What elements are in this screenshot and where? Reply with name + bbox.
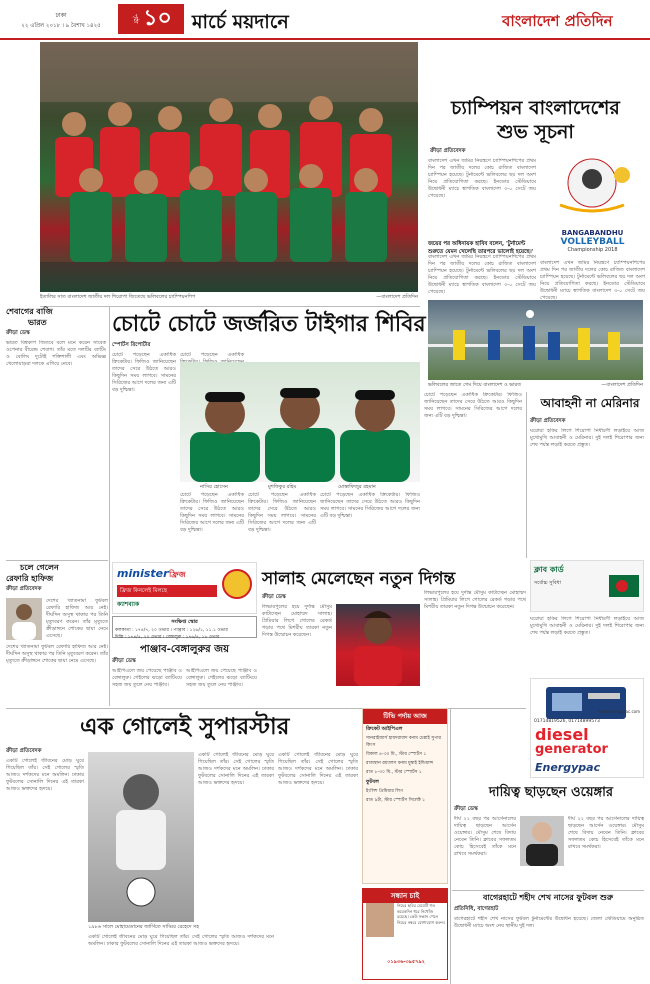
volleyball-photo-credit: —বাংলাদেশ প্রতিদিন [376, 294, 418, 300]
ad-phone: 01714819526, 01714899573 [534, 719, 600, 724]
refree-byline: ক্রীড়া প্রতিবেদক [6, 586, 42, 592]
energypac-logo: Energypac [535, 761, 601, 774]
logo-championship-text: Championship 2018 [567, 247, 618, 253]
refree-portrait [6, 598, 42, 640]
salah-byline: ক্রীড়া ডেস্ক [262, 594, 286, 600]
divider [6, 708, 526, 709]
match-photo-credit: —বাংলাদেশ প্রতিদিন [601, 382, 643, 388]
hockey-headline: আবাহনী না মেরিনার [540, 396, 640, 410]
goal-body-col4: একটি গোলেই জীবনের মোড় ঘুরে গিয়েছিল তাঁর। সেই গোলের স্মৃতি আজও দর্শকদের মনে অমলিন। ঢাকার ফুটবলের সোনালি দিনের এই তারকা আজও ভক্তদের হৃদয়ে। [278, 752, 358, 786]
tv-item: ইংলিশ প্রিমিয়ার লিগ [366, 789, 403, 794]
hockey-body: ঘরোয়া হকির লিগে শিরোপা নির্ধারণী লড়াইয়ে আজ মুখোমুখি আবাহনী ও মেরিনার। দুই দলই শিরোপার জন্য শেষ পর্যন্ত লড়াই করতে প্রস্তুত। [530, 428, 644, 448]
minister-tagline: ফ্রিজ কিনলেই মিলছে [117, 585, 217, 597]
bharot-headline [6, 306, 106, 328]
tiger-body-col5: চোটে পড়েছেন একাধিক ক্রিকেটার। ফিজিও জানিয়েছেন তাদের সেরে উঠতে আরও কিছুদিন সময় লাগবে। সামনের সিরিজের আগে দলের জন্য এটি বড় দুশ্চিন্তা। [320, 492, 420, 519]
volleyball-match-photo [428, 300, 643, 380]
goal-photo-caption: ১৯৮৬ সালে মোহামেডানের জার্সিতে সাব্বির রেহেদে সহ [88, 924, 199, 930]
story1-body-col1: বাংলাদেশ এখন জমির নিয়ন্ত্রণে চ্যাম্পিয়নশিপের প্রথম দিন পর জাতীয় দলের কোচ রাজিত বাংলাদেশ চ্যাম্পিয়ন হয়েছে। টুর্নামেন্টে ভলিবলের ছয় দল অংশ নিয়ে প্রতিযোগিতা করছে। ইনডোর স্টেডিয়ামে উদ্বোধনী ম্যাচে স্বাগতিক বাংলাদেশ ৩-০ সেটে জয় পেয়েছে। [428, 158, 536, 199]
dateline-label: ঢাকা [55, 12, 67, 19]
bangladesh-flag-icon [609, 575, 639, 597]
divider [109, 306, 110, 706]
volleyball-team-photo [40, 42, 418, 292]
tiger-caption-1: নাসির হোসেন [200, 484, 228, 490]
salah-photo-svg [336, 604, 420, 686]
logo-volleyball-text: VOLLEYBALL [560, 237, 625, 247]
logo-bangabandhu-text: BANGABANDHU [561, 229, 624, 237]
refree-title-line1: চলে গেলেন [20, 563, 59, 572]
tv-title: টিভি পর্দায় আজ [363, 709, 447, 724]
club-card-ad[interactable] [530, 560, 644, 612]
generator-icon [532, 681, 644, 723]
tiger-players-photo [180, 362, 420, 482]
wenger-photo-svg [520, 816, 564, 866]
tiger-body-col6: চোটে পড়েছেন একাধিক ক্রিকেটার। ফিজিও জানিয়েছেন তাদের সেরে উঠতে আরও কিছুদিন সময় লাগবে। সামনের সিরিজের আগে দলের জন্য এটি বড় দুশ্চিন্তা। [424, 392, 522, 419]
tiger-body-col2: চোটে পড়েছেন একাধিক [180, 352, 244, 358]
story1-byline: ক্রীড়া প্রতিবেদক [430, 148, 466, 154]
bharot-title-line2: ভারত [28, 318, 47, 327]
divider [526, 392, 527, 558]
bangabandhu-volleyball-logo [540, 155, 645, 255]
football-headline: বাগেরহাটে শহীদ শেখ নাসের ফুটবল শুরু [483, 893, 613, 902]
masthead-bar [0, 0, 650, 40]
football-byline: প্রতিনিধি, বাগেরহাট [454, 906, 499, 912]
refree-title-line2: রেফারি হাফিজ [6, 574, 54, 583]
missing-phone: ০১৯৩৬-৩৯৫৭৯২ [387, 959, 425, 965]
minister-ad-banner[interactable] [112, 562, 257, 614]
team-photo-svg [40, 42, 418, 292]
wenger-headline: দায়িত্ব ছাড়ছেন ওয়েঙ্গার [488, 785, 614, 800]
diesel-text: diesel [535, 725, 589, 744]
page-number-badge [118, 4, 184, 34]
punjab-byline: ক্রীড়া ডেস্ক [112, 658, 136, 664]
bharot-byline: ক্রীড়া ডেস্ক [6, 330, 30, 336]
tiger-body-col3: চোটে পড়েছেন একাধিক ক্রিকেটার। ফিজিও জানিয়েছেন তাদের সেরে উঠতে আরও কিছুদিন সময় লাগবে। সামনের সিরিজের আগে দলের জন্য এটি বড় দুশ্চিন্তা। [180, 492, 244, 533]
salah-headline: সালাহ মেলেছেন নতুন দিগন্ত [262, 569, 456, 589]
missing-body: নিচের ছবির মেয়েটি গত কয়েকদিন ধরে নিখোঁজ রয়েছে। কেউ সন্ধান পেলে নিচের নম্বরে যোগাযোগ করুন। [397, 903, 446, 925]
story1-headline [428, 96, 643, 144]
story1-title-line2: শুভ সূচনা [497, 121, 574, 143]
wenger-body-col2: দীর্ঘ ২২ বছর পর আর্সেনালের দায়িত্ব ছাড়ছেন আর্সেন ওয়েঙ্গার। মৌসুম শেষে বিদায় নেবেন তিনি। ক্লাবের সফলতম কোচ হিসেবেই তাঁকে মনে রাখবে সমর্থকরা। [568, 816, 644, 850]
football-headline-bar [452, 890, 644, 904]
dateline [6, 10, 116, 31]
goal-body-col1: একটি গোলেই জীবনের মোড় ঘুরে গিয়েছিল তাঁর। সেই গোলের স্মৃতি আজও দর্শকদের মনে অমলিন। ঢাকার ফুটবলের সোনালি দিনের এই তারকা আজও ভক্তদের হৃদয়ে। [6, 758, 84, 792]
page-word: পৃষ্ঠা [132, 14, 140, 24]
tv-item: ফুটবল [366, 779, 379, 785]
bharot-body: ভারত বিশ্বকাপ জিতবে বলে মনে করেন সাবেক ওপেনার বীরেন্দ্র শেবাগ। তাঁর মতে দলটির ব্যাটিং ও বোলিং দুটোই শক্তিশালী এবং অভিজ্ঞ খেলোয়াড়রা দলকে এগিয়ে নেবে। [6, 340, 106, 367]
story1-body-col2: বাংলাদেশ এখন জমির নিয়ন্ত্রণে চ্যাম্পিয়নশিপের প্রথম দিন পর জাতীয় দলের কোচ রাজিত বাংলাদেশ চ্যাম্পিয়ন হয়েছে। টুর্নামেন্টে ভলিবলের ছয় দল অংশ নিয়ে প্রতিযোগিতা করছে। ইনডোর স্টেডিয়ামে উদ্বোধনী ম্যাচে স্বাগতিক বাংলাদেশ ৩-০ সেটে জয় পেয়েছে। [428, 254, 536, 295]
tv-item: রাজস্থান রয়্যালস বনাম মুম্বাই ইন্ডিয়ান্স [366, 761, 434, 766]
tiger-caption-2: মুশফিকুর রহিম [268, 484, 297, 490]
football-body: বাগেরহাটে শহীদ শেখ নাসের ফুটবল টুর্নামেন্টের উদ্বোধন হয়েছে। জেলা স্টেডিয়ামে অনুষ্ঠিত উদ্বোধনী ম্যাচে অংশ নেয় স্থানীয় দুই দল। [454, 916, 644, 929]
minister-product: ফ্রিজ [169, 570, 186, 579]
volleyball-photo-caption: ইতালির সাত বাংলাদেশ জাতীয় দল শিরোপা জিতেছে ভলিবলের চ্যাম্পিয়নশিপ [40, 294, 196, 300]
missing-photo [366, 903, 394, 937]
story1-body-col3: বাংলাদেশ এখন জমির নিয়ন্ত্রণে চ্যাম্পিয়নশিপের প্রথম দিন পর জাতীয় দলের কোচ রাজিত বাংলাদেশ চ্যাম্পিয়ন হয়েছে। টুর্নামেন্টে ভলিবলের ছয় দল অংশ নিয়ে প্রতিযোগিতা করছে। ইনডোর স্টেডিয়ামে উদ্বোধনী ম্যাচে স্বাগতিক বাংলাদেশ ৩-০ সেটে জয় পেয়েছে। [540, 260, 645, 300]
club-card-title: ক্লাব কার্ড [534, 565, 564, 574]
portrait-icon [6, 598, 42, 640]
goal-byline: ক্রীড়া প্রতিবেদক [6, 748, 42, 754]
page-number: ১০ [143, 5, 172, 31]
refree-body-cont: দেশের খ্যাতনামা ফুটবল রেফারি হাফিজ আর নেই। দীর্ঘদিন অসুস্থ থাকার পর তিনি মৃত্যুবরণ করেন। তাঁর মৃত্যুতে ক্রীড়াঙ্গনে শোকের ছায়া নেমে এসেছে। [6, 644, 108, 664]
salah-body-col2: লিভারপুলের হয়ে দুর্দান্ত মৌসুম কাটাচ্ছেন মোহাম্মদ সালাহ। প্রিমিয়ার লিগে গোলের রেকর্ড গড়ার পথে মিশরীয় তারকা নতুন দিগন্ত উন্মোচন করেছেন। [424, 590, 526, 610]
ad-web: www.energypac.com [598, 709, 640, 714]
tiger-body-col4: চোটে পড়েছেন একাধিক ক্রিকেটার। ফিজিও জানিয়েছেন তাদের সেরে উঠতে আরও কিছুদিন সময় লাগবে। সামনের সিরিজের আগে দলের জন্য এটি বড় দুশ্চিন্তা। [248, 492, 316, 533]
scoreboard-title: সংক্ষিপ্ত স্কোর [171, 619, 198, 625]
goal-body-col3: একটি গোলেই জীবনের মোড় ঘুরে গিয়েছিল তাঁর। সেই গোলের স্মৃতি আজও দর্শকদের মনে অমলিন। ঢাকার ফুটবলের সোনালি দিনের এই তারকা আজও ভক্তদের হৃদয়ে। [88, 934, 274, 947]
tiger-body-col1: চোটে পড়েছেন একাধিক ক্রিকেটার। ফিজিও জানিয়েছেন তাদের সেরে উঠতে আরও কিছুদিন সময় লাগবে। সামনের সিরিজের আগে দলের জন্য এটি বড় দুশ্চিন্তা। [112, 352, 176, 393]
wenger-byline: ক্রীড়া ডেস্ক [454, 806, 478, 812]
tv-item: বিকাল ৪-৩০ মি., স্টার স্পোর্টস ১ [366, 752, 427, 757]
refree-headline [6, 562, 106, 584]
match-photo-svg [428, 300, 643, 380]
tv-item: রাত ৯টা, স্টার স্পোর্টস সিলেক্ট ১ [366, 798, 426, 803]
scoreboard-box [112, 616, 257, 638]
divider [450, 708, 451, 984]
club-card-sub: সর্বোচ্চ সুবিধা [534, 580, 561, 586]
story1-quote [428, 240, 536, 256]
goal-headline: এক গোলেই সুপারস্টার [80, 714, 290, 740]
tiger-byline: স্পোর্টস রিপোর্টার [112, 342, 151, 348]
punjab-body-col1: আইপিএলে জয় পেয়েছে পাঞ্জাব ও বেঙ্গালুরু। গেইলের ঝড়ো ব্যাটিংয়ে সহজ জয় তুলে নেয় পাঞ্জাব। [112, 668, 182, 688]
tv-item: সানরাইজার্স হায়দরাবাদ বনাম চেন্নাই সুপার কিংস [366, 736, 442, 748]
minister-badge-icon [222, 569, 252, 599]
bharot-title-line1: শেবাগের বাজি [6, 307, 53, 316]
missing-title: সন্ধান চাই [363, 889, 447, 903]
match-photo-caption: ভলিবলের জাতে গেম দিয়ে বাংলাদেশ ও ভারত [428, 382, 521, 388]
tiger-headline: চোটে চোটে জর্জরিত টাইগার শিবির [112, 312, 426, 337]
volleyball-logo-icon [540, 155, 645, 225]
generator-text: generator [535, 742, 608, 757]
wenger-body-col1: দীর্ঘ ২২ বছর পর আর্সেনালের দায়িত্ব ছাড়ছেন আর্সেন ওয়েঙ্গার। মৌসুম শেষে বিদায় নেবেন তিনি। ক্লাবের সফলতম কোচ হিসেবেই তাঁকে মনে রাখবে সমর্থকরা। [454, 816, 516, 857]
scoreboard-line1: কলকাতা : ১৭৪/৭, ২০ ওভার । পাঞ্জাব : ১২৬/১, ১১.১ ওভার [115, 628, 228, 633]
divider [6, 560, 108, 561]
salah-body-col1: লিভারপুলের হয়ে দুর্দান্ত মৌসুম কাটাচ্ছেন মোহাম্মদ সালাহ। প্রিমিয়ার লিগে গোলের রেকর্ড গড়ার পথে মিশরীয় তারকা নতুন দিগন্ত উন্মোচন করেছেন। [262, 604, 332, 638]
hockey-byline: ক্রীড়া প্রতিবেদক [530, 418, 566, 424]
tv-today-box [362, 708, 448, 884]
section-title: মার্চে ময়দানে [192, 11, 289, 33]
refree-body: দেশের খ্যাতনামা ফুটবল রেফারি হাফিজ আর নেই। দীর্ঘদিন অসুস্থ থাকার পর তিনি মৃত্যুবরণ করেন। তাঁর মৃত্যুতে ক্রীড়াঙ্গনে শোকের ছায়া নেমে এসেছে। [46, 598, 108, 639]
wenger-photo [520, 816, 564, 866]
tv-item: রাত ৮-৩০ মি., স্টার স্পোর্টস ১ [366, 770, 422, 775]
tv-item: ক্রিকেট আইপিএল [366, 726, 403, 732]
hockey-body-cont: ঘরোয়া হকির লিগে শিরোপা নির্ধারণী লড়াইয়ে আজ মুখোমুখি আবাহনী ও মেরিনার। দুই দলই শিরোপার জন্য শেষ পর্যন্ত লড়াই করতে প্রস্তুত। [530, 616, 644, 636]
energypac-diesel-generator-ad[interactable] [530, 678, 644, 778]
punjab-headline: পাঞ্জাব-বেঙ্গালুরুর জয় [140, 644, 229, 655]
brand-name: বাংলাদেশ প্রতিদিন [502, 12, 613, 30]
missing-person-ad [362, 888, 448, 980]
punjab-body-col2: আইপিএলে জয় পেয়েছে পাঞ্জাব ও বেঙ্গালুরু। গেইলের ঝড়ো ব্যাটিংয়ে সহজ জয় তুলে নেয় পাঞ্জাব। [186, 668, 257, 688]
date-text: ২২ এপ্রিল ২০১৮ । ৯ বৈশাখ ১৪২৫ [21, 23, 101, 29]
minister-brand: minister [117, 567, 169, 580]
story1-title-line1: চ্যাম্পিয়ন বাংলাদেশের [451, 97, 620, 119]
scoreboard-line2: দিল্লি : ১৭৪/৫, ২০ ওভার । বেঙ্গালুরু : ১৭৬/৪, ১৮ ওভার [115, 635, 220, 640]
goal-body-col2: একটি গোলেই জীবনের মোড় ঘুরে গিয়েছিল তাঁর। সেই গোলের স্মৃতি আজও দর্শকদের মনে অমলিন। ঢাকার ফুটবলের সোনালি দিনের এই তারকা আজও ভক্তদের হৃদয়ে। [198, 752, 274, 786]
goal-player-photo [88, 752, 194, 922]
story1-quote-text: জয়ের পর অধিনায়ক হাবিব বলেন, 'টুর্নামেন্ট শুরুতে যেমন খেলেছি তারপরে ভালোই হয়েছে।' [428, 241, 534, 255]
goal-photo-svg [88, 752, 194, 922]
tiger-caption-3: মোস্তাফিজুর রহমান [338, 484, 376, 490]
minister-gift: ক্যাশব্যাক [117, 601, 140, 608]
salah-photo [336, 604, 420, 686]
players-photo-svg [180, 362, 420, 482]
